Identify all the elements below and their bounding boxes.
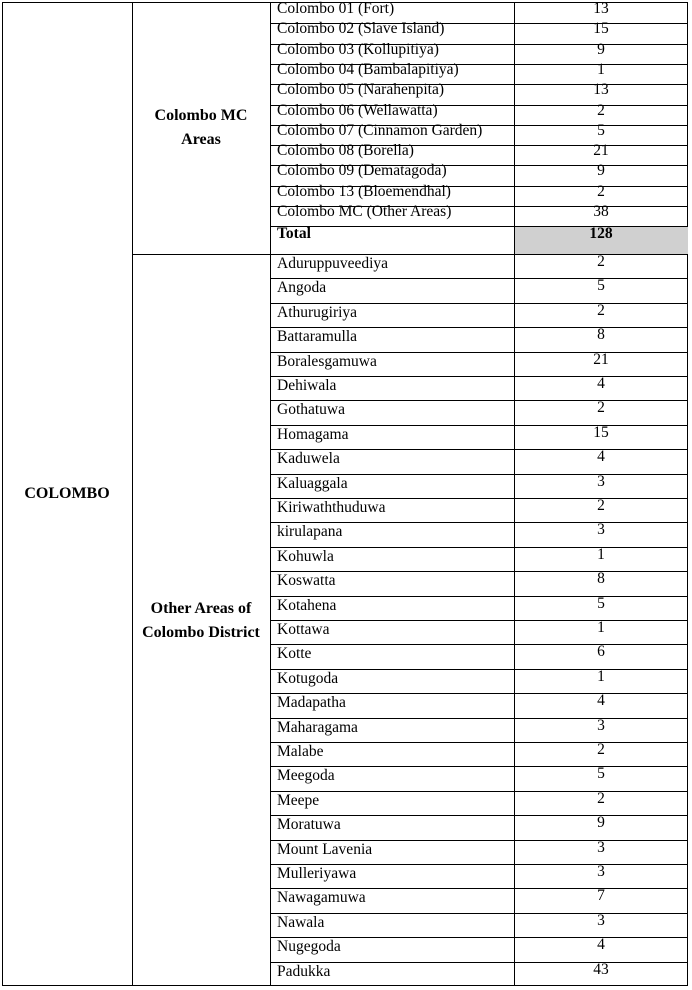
group-label-other-areas: Other Areas of Colombo District — [142, 600, 260, 641]
area-count: 8 — [597, 326, 605, 344]
area-count: 6 — [597, 643, 605, 661]
area-count: 1 — [597, 545, 605, 563]
area-count: 4 — [597, 936, 605, 954]
area-name: Aduruppuveediya — [277, 255, 389, 272]
area-name: Madapatha — [277, 694, 346, 712]
area-name: Colombo MC (Other Areas) — [277, 203, 452, 220]
area-name: Meepe — [277, 791, 320, 809]
area-name: Kotugoda — [277, 669, 339, 687]
area-name: Colombo 01 (Fort) — [277, 0, 395, 17]
area-name: Koswatta — [277, 572, 336, 590]
area-name: Mulleriyawa — [277, 865, 357, 882]
area-count: 5 — [597, 765, 605, 783]
area-name: Homagama — [277, 425, 349, 443]
area-count: 4 — [597, 692, 605, 710]
area-name: Colombo 02 (Slave Island) — [277, 20, 445, 38]
area-name: Gothatuwa — [277, 401, 346, 419]
area-count: 3 — [597, 716, 605, 734]
area-name: Kaduwela — [277, 450, 340, 468]
area-count: 8 — [597, 570, 605, 588]
area-count: 2 — [597, 253, 605, 270]
area-count: 2 — [597, 101, 605, 119]
area-name: Maharagama — [277, 718, 358, 736]
area-name: Padukka — [277, 962, 331, 980]
area-count: 5 — [597, 121, 605, 139]
district-name: COLOMBO — [24, 485, 110, 502]
area-count: 7 — [597, 887, 605, 905]
area-count: 5 — [597, 277, 605, 295]
area-count: 13 — [593, 0, 609, 17]
area-name: Malabe — [277, 743, 324, 760]
area-name: Nugegoda — [277, 938, 341, 956]
group-label-colombo-mc: Colombo MC Areas — [154, 107, 248, 148]
area-name: Colombo 06 (Wellawatta) — [277, 101, 438, 119]
area-count: 2 — [597, 399, 605, 417]
area-name: Moratuwa — [277, 816, 341, 834]
area-name: Boralesgamuwa — [277, 352, 377, 370]
area-count: 15 — [593, 423, 609, 441]
area-count: 1 — [597, 667, 605, 685]
area-count: 2 — [597, 497, 605, 514]
area-name: Mount Lavenia — [277, 840, 373, 858]
area-name: Kotahena — [277, 596, 337, 614]
area-name: Nawagamuwa — [277, 889, 366, 907]
area-count: 15 — [593, 20, 609, 38]
area-name: Meegoda — [277, 767, 335, 785]
area-name: Angoda — [277, 279, 327, 297]
area-count: 9 — [597, 40, 605, 58]
area-count: 38 — [593, 203, 609, 220]
area-name: Athurugiriya — [277, 303, 358, 321]
area-name: Colombo 07 (Cinnamon Garden) — [277, 121, 483, 139]
area-name: Nawala — [277, 913, 325, 931]
area-name: Colombo 09 (Dematagoda) — [277, 162, 447, 180]
area-count: 21 — [593, 142, 609, 160]
total-label: Total — [277, 225, 311, 243]
area-count: 2 — [597, 301, 605, 319]
area-name: Kohuwla — [277, 547, 334, 565]
area-count: 9 — [597, 162, 605, 180]
area-count: 4 — [597, 448, 605, 466]
area-count: 13 — [593, 81, 609, 99]
area-name: Kottawa — [277, 621, 330, 638]
area-name: Colombo 05 (Narahenpita) — [277, 81, 445, 99]
area-count: 1 — [597, 619, 605, 636]
area-count: 1 — [597, 60, 605, 78]
area-count: 2 — [597, 789, 605, 807]
area-count: 3 — [597, 863, 605, 880]
area-count: 2 — [597, 741, 605, 758]
area-count: 3 — [597, 838, 605, 856]
area-name: Kiriwaththuduwa — [277, 499, 386, 516]
area-count: 3 — [597, 472, 605, 490]
area-name: Colombo 04 (Bambalapitiya) — [277, 60, 459, 78]
area-count: 21 — [593, 350, 609, 368]
area-count: 2 — [597, 182, 605, 200]
area-name: Battaramulla — [277, 328, 358, 346]
area-name: Colombo 13 (Bloemendhal) — [277, 182, 451, 200]
area-count: 3 — [597, 521, 605, 539]
area-name: Dehiwala — [277, 377, 337, 394]
area-name: Kaluaggala — [277, 474, 348, 492]
area-count: 5 — [597, 594, 605, 612]
row-divider — [271, 226, 688, 227]
area-name: Colombo 08 (Borella) — [277, 142, 414, 160]
total-count: 128 — [589, 225, 613, 243]
column-divider — [270, 2, 271, 986]
area-name: kirulapana — [277, 523, 343, 541]
area-count: 43 — [593, 960, 609, 978]
area-name: Kotte — [277, 645, 312, 663]
area-count: 3 — [597, 911, 605, 929]
area-count: 4 — [597, 375, 605, 392]
area-name: Colombo 03 (Kollupitiya) — [277, 40, 439, 58]
area-count: 9 — [597, 814, 605, 832]
